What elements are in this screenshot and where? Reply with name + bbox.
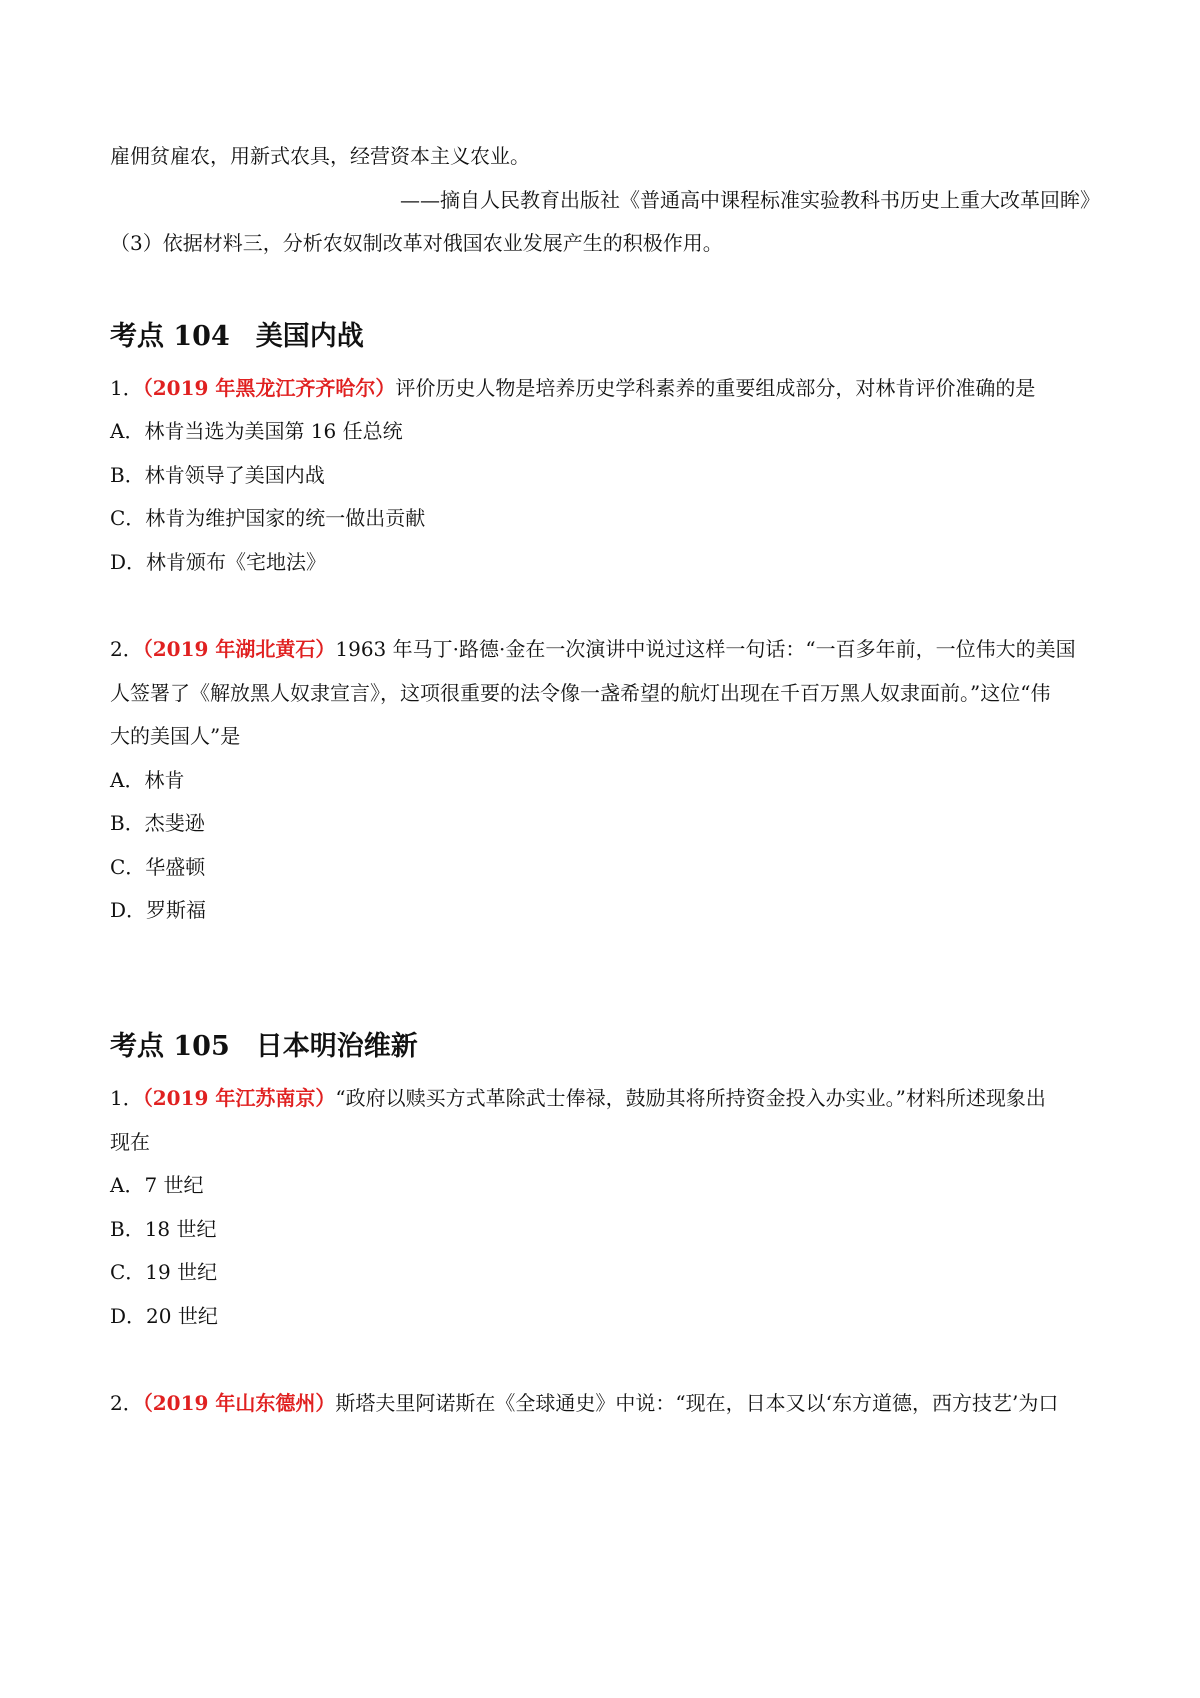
option-d: D．林肯颁布《宅地法》 <box>110 550 327 574</box>
question-source: （2019 年湖北黄石） <box>142 637 336 661</box>
question-text: 1963 年马丁·路德·金在一次演讲中说过这样一句话：“一百多年前，一位伟大的美国 <box>335 637 1076 661</box>
option-c: C．华盛顿 <box>110 855 206 879</box>
question-text: 斯塔夫里阿诺斯在《全球通史》中说：“现在，日本又以‘东方道德，西方技艺’为口 <box>335 1391 1059 1415</box>
option-a: A．林肯当选为美国第 16 任总统 <box>110 419 403 443</box>
option-d: D．20 世纪 <box>110 1304 218 1328</box>
question-source: （2019 年江苏南京） <box>142 1086 336 1110</box>
section-title: 美国内战 <box>255 321 364 352</box>
question-number: 2． <box>110 637 143 661</box>
question-number: 1． <box>110 1086 143 1110</box>
question-number: 2． <box>110 1391 143 1415</box>
question-stem <box>110 374 1100 402</box>
section-number: 考点 105 <box>110 1031 230 1062</box>
option-c: C．林肯为维护国家的统一做出贡献 <box>110 506 426 530</box>
option-b: B．18 世纪 <box>110 1217 217 1241</box>
section-title: 日本明治维新 <box>255 1031 418 1062</box>
option-c: C．19 世纪 <box>110 1260 218 1284</box>
question-stem <box>110 1389 1100 1417</box>
section-heading-104 <box>110 320 1100 354</box>
option-b: B．杰斐逊 <box>110 811 205 835</box>
question-stem <box>110 635 1100 663</box>
option-b: B．林肯领导了美国内战 <box>110 463 325 487</box>
material-citation: ——摘自人民教育出版社《普通高中课程标准实验教科书历史上重大改革回眸》 <box>400 188 1100 212</box>
option-a: A．林肯 <box>110 768 185 792</box>
section-heading-105 <box>110 1030 1100 1064</box>
question-text-line: 大的美国人”是 <box>110 724 241 748</box>
question-source: （2019 年黑龙江齐齐哈尔） <box>142 376 396 400</box>
section-number: 考点 104 <box>110 321 230 352</box>
question-number: 1． <box>110 376 143 400</box>
question-stem <box>110 1084 1100 1112</box>
option-d: D．罗斯福 <box>110 898 207 922</box>
question-text: 评价历史人物是培养历史学科素养的重要组成部分，对林肯评价准确的是 <box>395 376 1036 400</box>
question-source: （2019 年山东德州） <box>142 1391 336 1415</box>
question-3-text: （3）依据材料三，分析农奴制改革对俄国农业发展产生的积极作用。 <box>110 231 723 255</box>
material-text-line: 雇佣贫雇农，用新式农具，经营资本主义农业。 <box>110 144 530 168</box>
question-text-line: 人签署了《解放黑人奴隶宣言》，这项很重要的法令像一盏希望的航灯出现在千百万黑人奴隶面前。”这位“伟 <box>110 681 1051 705</box>
question-text: “政府以赎买方式革除武士俸禄，鼓励其将所持资金投入办实业。”材料所述现象出 <box>335 1086 1046 1110</box>
option-a: A．7 世纪 <box>110 1173 204 1197</box>
question-text-line: 现在 <box>110 1130 150 1154</box>
